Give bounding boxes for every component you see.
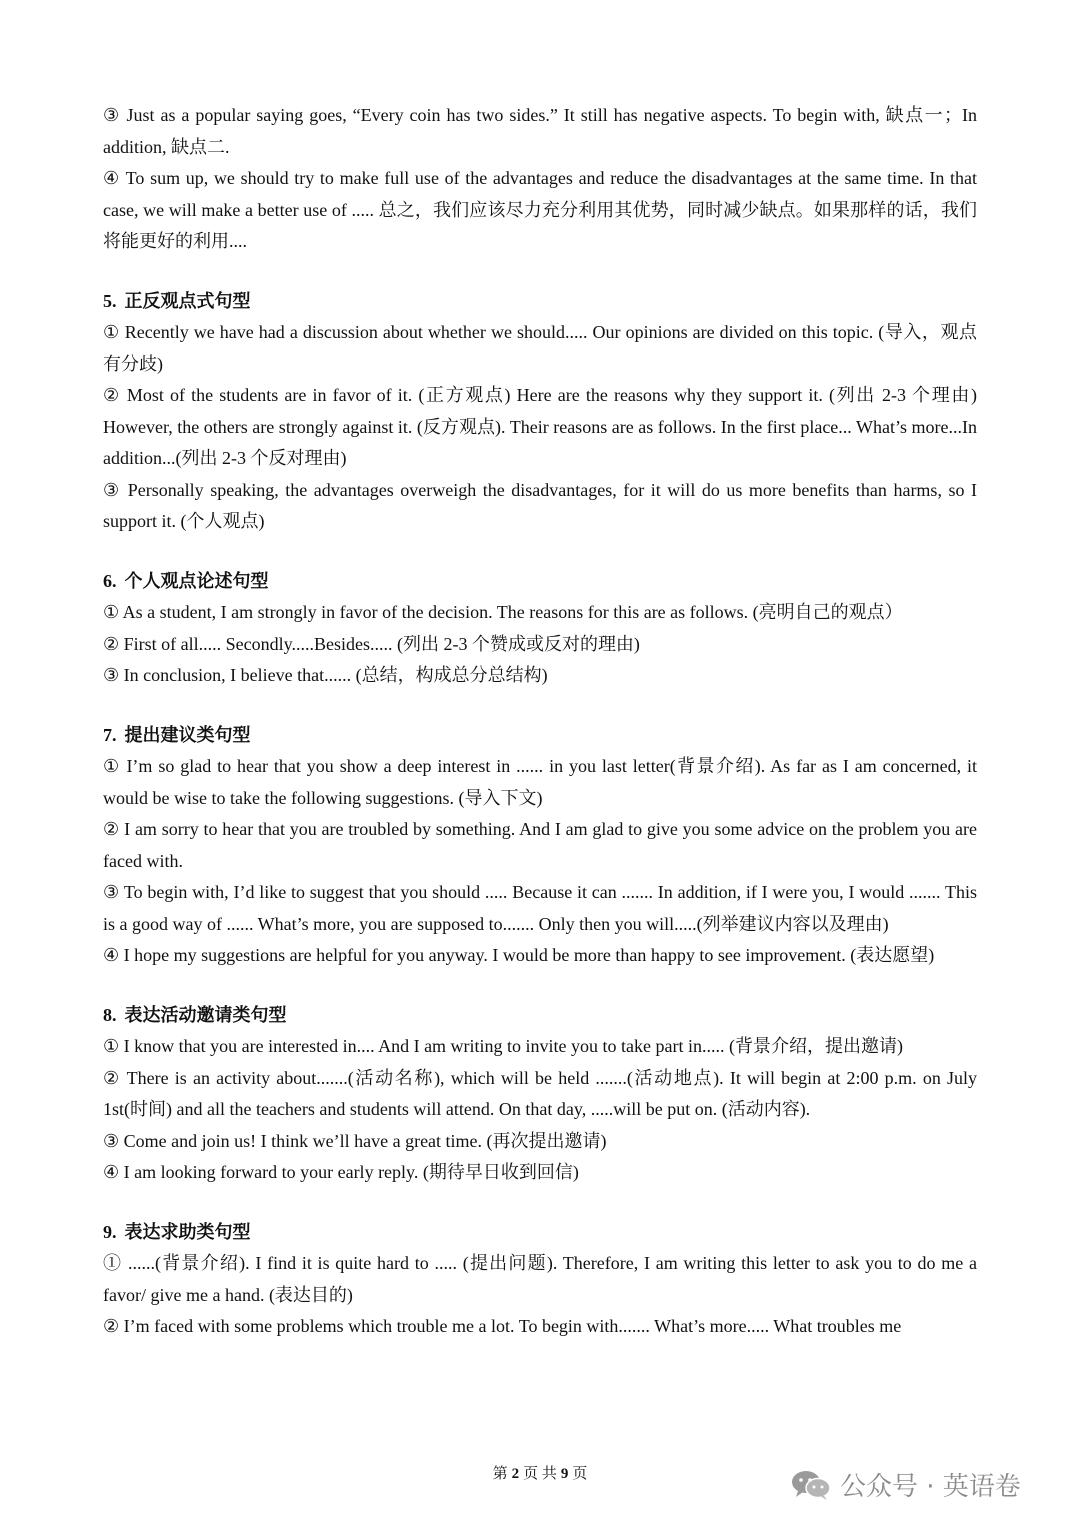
list-item: ① As a student, I am strongly in favor of the decision. The reasons for this are as follows. (亮明自己的观点） [103,602,903,622]
list-item: ④ I am looking forward to your early reply. (期待早日收到回信) [103,1162,579,1182]
section-9 [103,1217,977,1343]
wechat-icon [790,1469,832,1501]
watermark-text: 公众号 · 英语卷 [840,1472,1021,1502]
section-heading: 5. 正反观点式句型 [103,290,251,311]
section-6 [103,566,977,692]
page-number-footer: 第 2 页 共 9 页 [492,1466,588,1482]
list-item: ② First of all..... Secondly.....Besides..... (列出 2-3 个赞成或反对的理由) [103,633,640,654]
list-item: ③ To begin with, I’d like to suggest that you should ..... Because it can ....... In addition, if I were you, I would ....... This is a good way of ...... What’s more, you are supposed to....... Only then you will.....(列举建议内容以及理由) [103,882,977,934]
document-body [103,100,977,1343]
intro-block [103,100,977,258]
section-8 [103,1000,977,1189]
section-5 [103,286,977,538]
list-item: ③ In conclusion, I believe that...... (总结，构成总分总结构) [103,665,548,685]
list-item: ④ I hope my suggestions are helpful for you anyway. I would be more than happy to see improvement. (表达愿望) [103,945,935,965]
list-item: ① ......(背景介绍). I find it is quite hard to ..... (提出问题). Therefore, I am writing this letter to ask you to do me a favor/ give me a hand. (表达目的) [103,1253,977,1305]
section-7 [103,720,977,972]
section-heading: 7. 提出建议类句型 [103,724,251,745]
paragraph: ③ Just as a popular saying goes, “Every coin has two sides.” It still has negative aspects. To begin with, 缺点一；In addition, 缺点二. [103,105,977,157]
section-heading: 9. 表达求助类句型 [103,1221,251,1242]
list-item: ③ Personally speaking, the advantages overweigh the disadvantages, for it will do us more benefits than harms, so I support it. (个人观点) [103,479,977,531]
list-item: ② I’m faced with some problems which trouble me a lot. To begin with....... What’s more..... What troubles me [103,1316,902,1336]
list-item: ① I know that you are interested in.... And I am writing to invite you to take part in..... (背景介绍，提出邀请) [103,1036,903,1056]
section-heading: 6. 个人观点论述句型 [103,570,269,591]
watermark [790,1466,1021,1503]
list-item: ① I’m so glad to hear that you show a deep interest in ...... in you last letter(背景介绍). As far as I am concerned, it would be wise to take the following suggestions. (导入下文) [103,756,977,808]
list-item: ② Most of the students are in favor of it. (正方观点) Here are the reasons why they support it. (列出 2-3 个理由) However, the others are strongly against it. (反方观点). Their reasons are as follows. In the first place... What’s more...In addition...(列出 2-3 个反对理由) [103,385,977,468]
section-heading: 8. 表达活动邀请类句型 [103,1004,287,1025]
list-item: ① Recently we have had a discussion about whether we should..... Our opinions are divided on this topic. (导入，观点有分歧) [103,322,977,374]
list-item: ② I am sorry to hear that you are troubled by something. And I am glad to give you some advice on the problem you are faced with. [103,819,977,871]
list-item: ③ Come and join us! I think we’ll have a great time. (再次提出邀请) [103,1130,607,1151]
list-item: ② There is an activity about.......(活动名称), which will be held .......(活动地点). It will begin at 2:00 p.m. on July 1st(时间) and all the teachers and students will attend. On that day, .....will be put on. (活动内容). [103,1067,977,1119]
paragraph: ④ To sum up, we should try to make full use of the advantages and reduce the disadvantages at the same time. In that case, we will make a better use of ..... 总之，我们应该尽力充分利用其优势，同时减少缺点。如果那样的话，我们将能更好的利用.... [103,168,977,251]
